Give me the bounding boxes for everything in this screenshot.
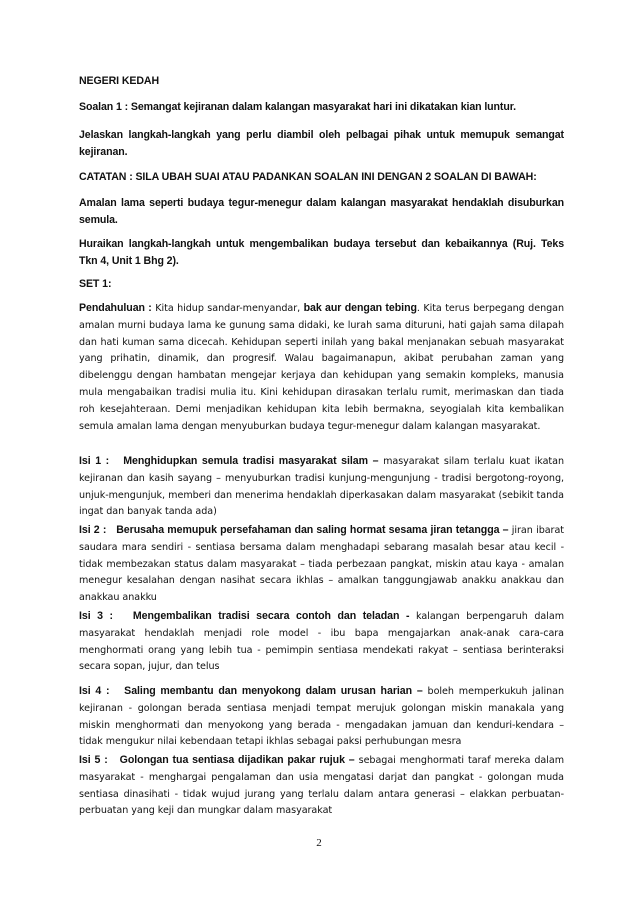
point-4-title: Saling membantu dan menyokong dalam urusan harian – (124, 685, 423, 697)
point-1-label: Isi 1 : (79, 455, 110, 467)
point-5-title: Golongan tua sentiasa dijadikan pakar rujuk – (119, 754, 355, 766)
point-1-text: masyarakat silam terlalu kuat ikatan kejiranan dan kasih sayang – menyuburkan tradisi kunjung-mengunjung - tradisi bergotong-royong, unjuk-mengunjuk, memberi dan menerima hendaklah diperkasakan dalam masyarakat (sebikit tanda ingat dan banyak tanda ada) (79, 456, 564, 518)
point-5-text: sebagai menghormati taraf mereka dalam masyarakat - menghargai pengalaman dan usia mengatasi darjat dan pangkat - golongan muda sentiasa dinasihati - tidak wujud jurang yang terlalu dalam antara generasi – elakkan perbuatan-perbuatan yang keji dan mungkar dalam masyarakat (79, 755, 564, 817)
point-3-paragraph (79, 608, 564, 676)
point-4-label: Isi 4 : (79, 685, 110, 697)
point-5-label: Isi 5 : (79, 754, 108, 766)
point-2-text: jiran ibarat saudara mara sendiri - sentiasa bersama dalam menghadapi sebarang masalah besar atau kecil - tidak membezakan status dalam masyarakat – tiada perbezaan pangkat, miskin atau kaya - amalan menegur kesalahan dengan nasihat secara ikhlas – amalkan tanggungjawab anakku anakkau dan anakkau anakku (79, 525, 564, 604)
point-4-text: boleh memperkukuh jalinan kejiranan - golongan berada sentiasa menjadi tempat merujuk golongan miskin manakala yang miskin menghormati dan menyokong yang berada - mengadakan jamuan dan kenduri-kendara – tidak mengukur nilai kebendaan tetapi ikhlas sebagai paksi perhubungan mesra (79, 686, 564, 748)
question-1: Soalan 1 : Semangat kejiranan dalam kalangan masyarakat hari ini dikatakan kian luntur. (79, 101, 516, 113)
alt-question-statement: Amalan lama seperti budaya tegur-menegur dalam kalangan masyarakat hendaklah disuburkan semula. (79, 197, 564, 226)
introduction-idiom: bak aur dengan tebing (303, 302, 417, 314)
page-number: 2 (316, 837, 322, 849)
question-instruction: Jelaskan langkah-langkah yang perlu diambil oleh pelbagai pihak untuk memupuk semangat kejiranan. (79, 129, 564, 158)
point-4-paragraph (79, 683, 564, 751)
point-3-title: Mengembalikan tradisi secara contoh dan teladan - (132, 610, 410, 622)
introduction-paragraph (79, 300, 564, 435)
note-heading: CATATAN : SILA UBAH SUAI ATAU PADANKAN SOALAN INI DENGAN 2 SOALAN DI BAWAH: (79, 171, 537, 183)
introduction-text-1: Kita hidup sandar-menyandar, (151, 303, 304, 314)
point-1-title: Menghidupkan semula tradisi masyarakat silam – (123, 455, 379, 467)
introduction-text-2: . Kita terus berpegang dengan amalan murni budaya lama ke gunung sama didaki, ke lurah sama dituruni, hati gajah sama dilapah dan hati kuman sama dicecah. Kehidupan seperti inilah yang bakal menjanakan sebuah masyarakat yang prihatin, dinamik, dan progresif. Walau bagaimanapun, akibat perubahan zaman yang dibelenggu dengan hambatan mengejar kerjaya dan kehidupan yang semakin kompleks, manusia mula mengabaikan tradisi mulia itu. Kini kehidupan dirasakan terlalu rumit, merimaskan dan tiada roh kesejahteraan. Demi menjadikan kehidupan kita lebih bermakna, seyogialah kita kembalikan semula amalan lama dengan menyuburkan budaya tegur-menegur dalam kalangan masyarakat. (79, 303, 564, 432)
alt-question-instruction: Huraikan langkah-langkah untuk mengembalikan budaya tersebut dan kebaikannya (Ruj. Teks Tkn 4, Unit 1 Bhg 2). (79, 238, 564, 267)
point-2-label: Isi 2 : (79, 524, 107, 536)
point-3-label: Isi 3 : (79, 610, 113, 622)
point-5-paragraph (79, 752, 564, 820)
state-heading: NEGERI KEDAH (79, 75, 160, 87)
introduction-label: Pendahuluan : (79, 302, 152, 314)
set-heading: SET 1: (79, 278, 112, 290)
point-2-title: Berusaha memupuk persefahaman dan saling hormat sesama jiran tetangga – (116, 524, 509, 536)
point-3-text: kalangan berpengaruh dalam masyarakat hendaklah menjadi role model - ibu bapa mengajarkan anak-anak cara-cara menghormati orang yang lebih tua - pemimpin sentiasa mendekati rakyat – sentiasa berinteraksi secara sopan, jujur, dan telus (79, 611, 564, 673)
point-1-paragraph (79, 453, 564, 521)
point-2-paragraph (79, 522, 564, 607)
